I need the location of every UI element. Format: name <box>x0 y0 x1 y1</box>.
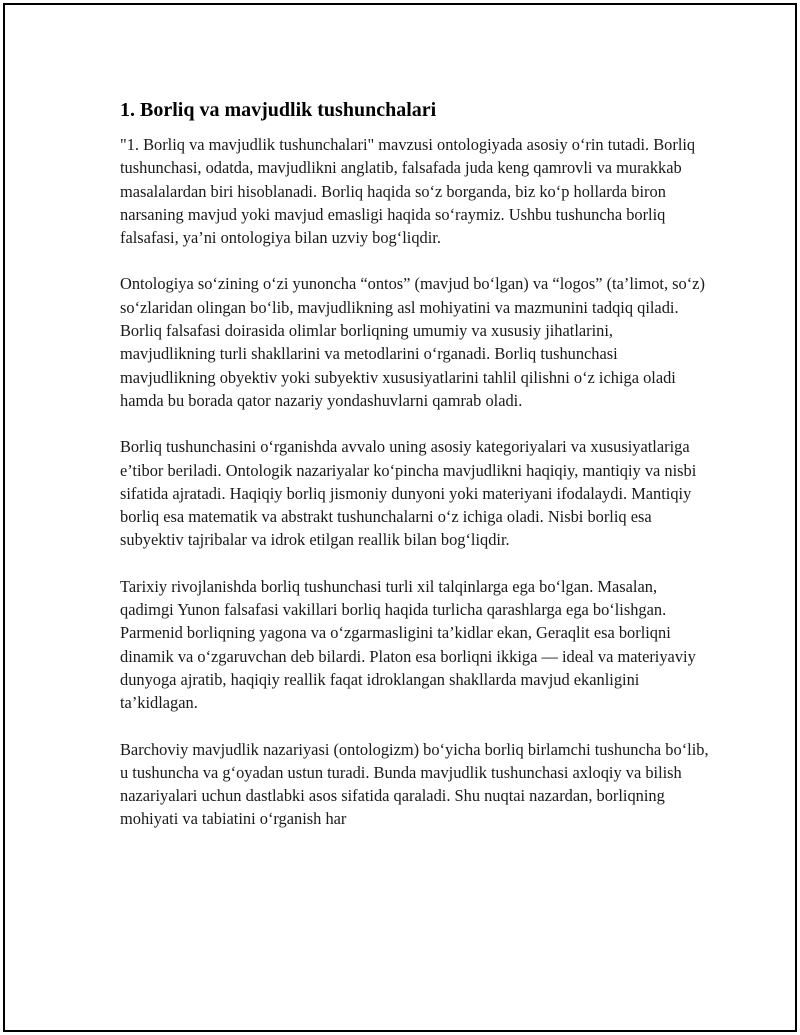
paragraph-1: "1. Borliq va mavjudlik tushunchalari" mavzusi ontologiyada asosiy o‘rin tutadi. Borliq tushunchasi, odatda, mavjudlikni anglatib, falsafada juda keng qamrovli va murakkab masalalardan biri hisoblanadi. Borliq haqida so‘z borganda, biz ko‘p hollarda biron narsaning mavjud yoki mavjud emasligi haqida so‘raymiz. Ushbu tushuncha borliq falsafasi, ya’ni ontologiya bilan uzviy bog‘liqdir. <box>120 135 696 248</box>
paragraph-2: Ontologiya so‘zining o‘zi yunoncha “ontos” (mavjud bo‘lgan) va “logos” (ta’limot, so‘z) so‘zlaridan olingan bo‘lib, mavjudlikning asl mohiyatini va mazmunini tadqiq qiladi. Borliq falsafasi doirasida olimlar borliqning umumiy va xususiy jihatlarini, mavjudlikning turli shakllarini va metodlarini o‘rganadi. Borliq tushunchasi mavjudlikning obyektiv yoki subyektiv xususiyatlarini tahlil qilishni o‘z ichiga oladi hamda bu borada qator nazariy yondashuvlarni qamrab oladi. <box>120 274 705 410</box>
document-body <box>120 97 710 854</box>
document-title: 1. Borliq va mavjudlik tushunchalari <box>120 99 437 121</box>
page <box>3 3 797 1032</box>
paragraph-5: Barchoviy mavjudlik nazariyasi (ontologizm) bo‘yicha borliq birlamchi tushuncha bo‘lib, u tushuncha va g‘oyadan ustun turadi. Bunda mavjudlik tushunchasi axloqiy va bilish nazariyalari uchun dastlabki asos sifatida qaraladi. Shu nuqtai nazardan, borliqning mohiyati va tabiatini o‘rganish har <box>120 739 709 829</box>
paragraph-4: Tarixiy rivojlanishda borliq tushunchasi turli xil talqinlarga ega bo‘lgan. Masalan, qadimgi Yunon falsafasi vakillari borliq haqida turlicha qarashlarga ega bo‘lishgan. Parmenid borliqning yagona va o‘zgarmasligini ta’kidlar ekan, Geraqlit esa borliqni dinamik va o‘zgaruvchan deb bilardi. Platon esa borliqni ikkiga — ideal va materiyaviy dunyoga ajratib, haqiqiy reallik faqat idroklangan shakllarda mavjud ekanligini ta’kidlagan. <box>120 576 696 713</box>
paragraph-3: Borliq tushunchasini o‘rganishda avvalo uning asosiy kategoriyalari va xususiyatlariga e’tibor beriladi. Ontologik nazariyalar ko‘pincha mavjudlikni haqiqiy, mantiqiy va nisbi sifatida ajratadi. Haqiqiy borliq jismoniy dunyoni yoki materiyani ifodalaydi. Mantiqiy borliq esa matematik va abstrakt tushunchalarni o‘z ichiga oladi. Nisbi borliq esa subyektiv tajribalar va idrok etilgan reallik bilan bog‘liqdir. <box>120 437 697 550</box>
